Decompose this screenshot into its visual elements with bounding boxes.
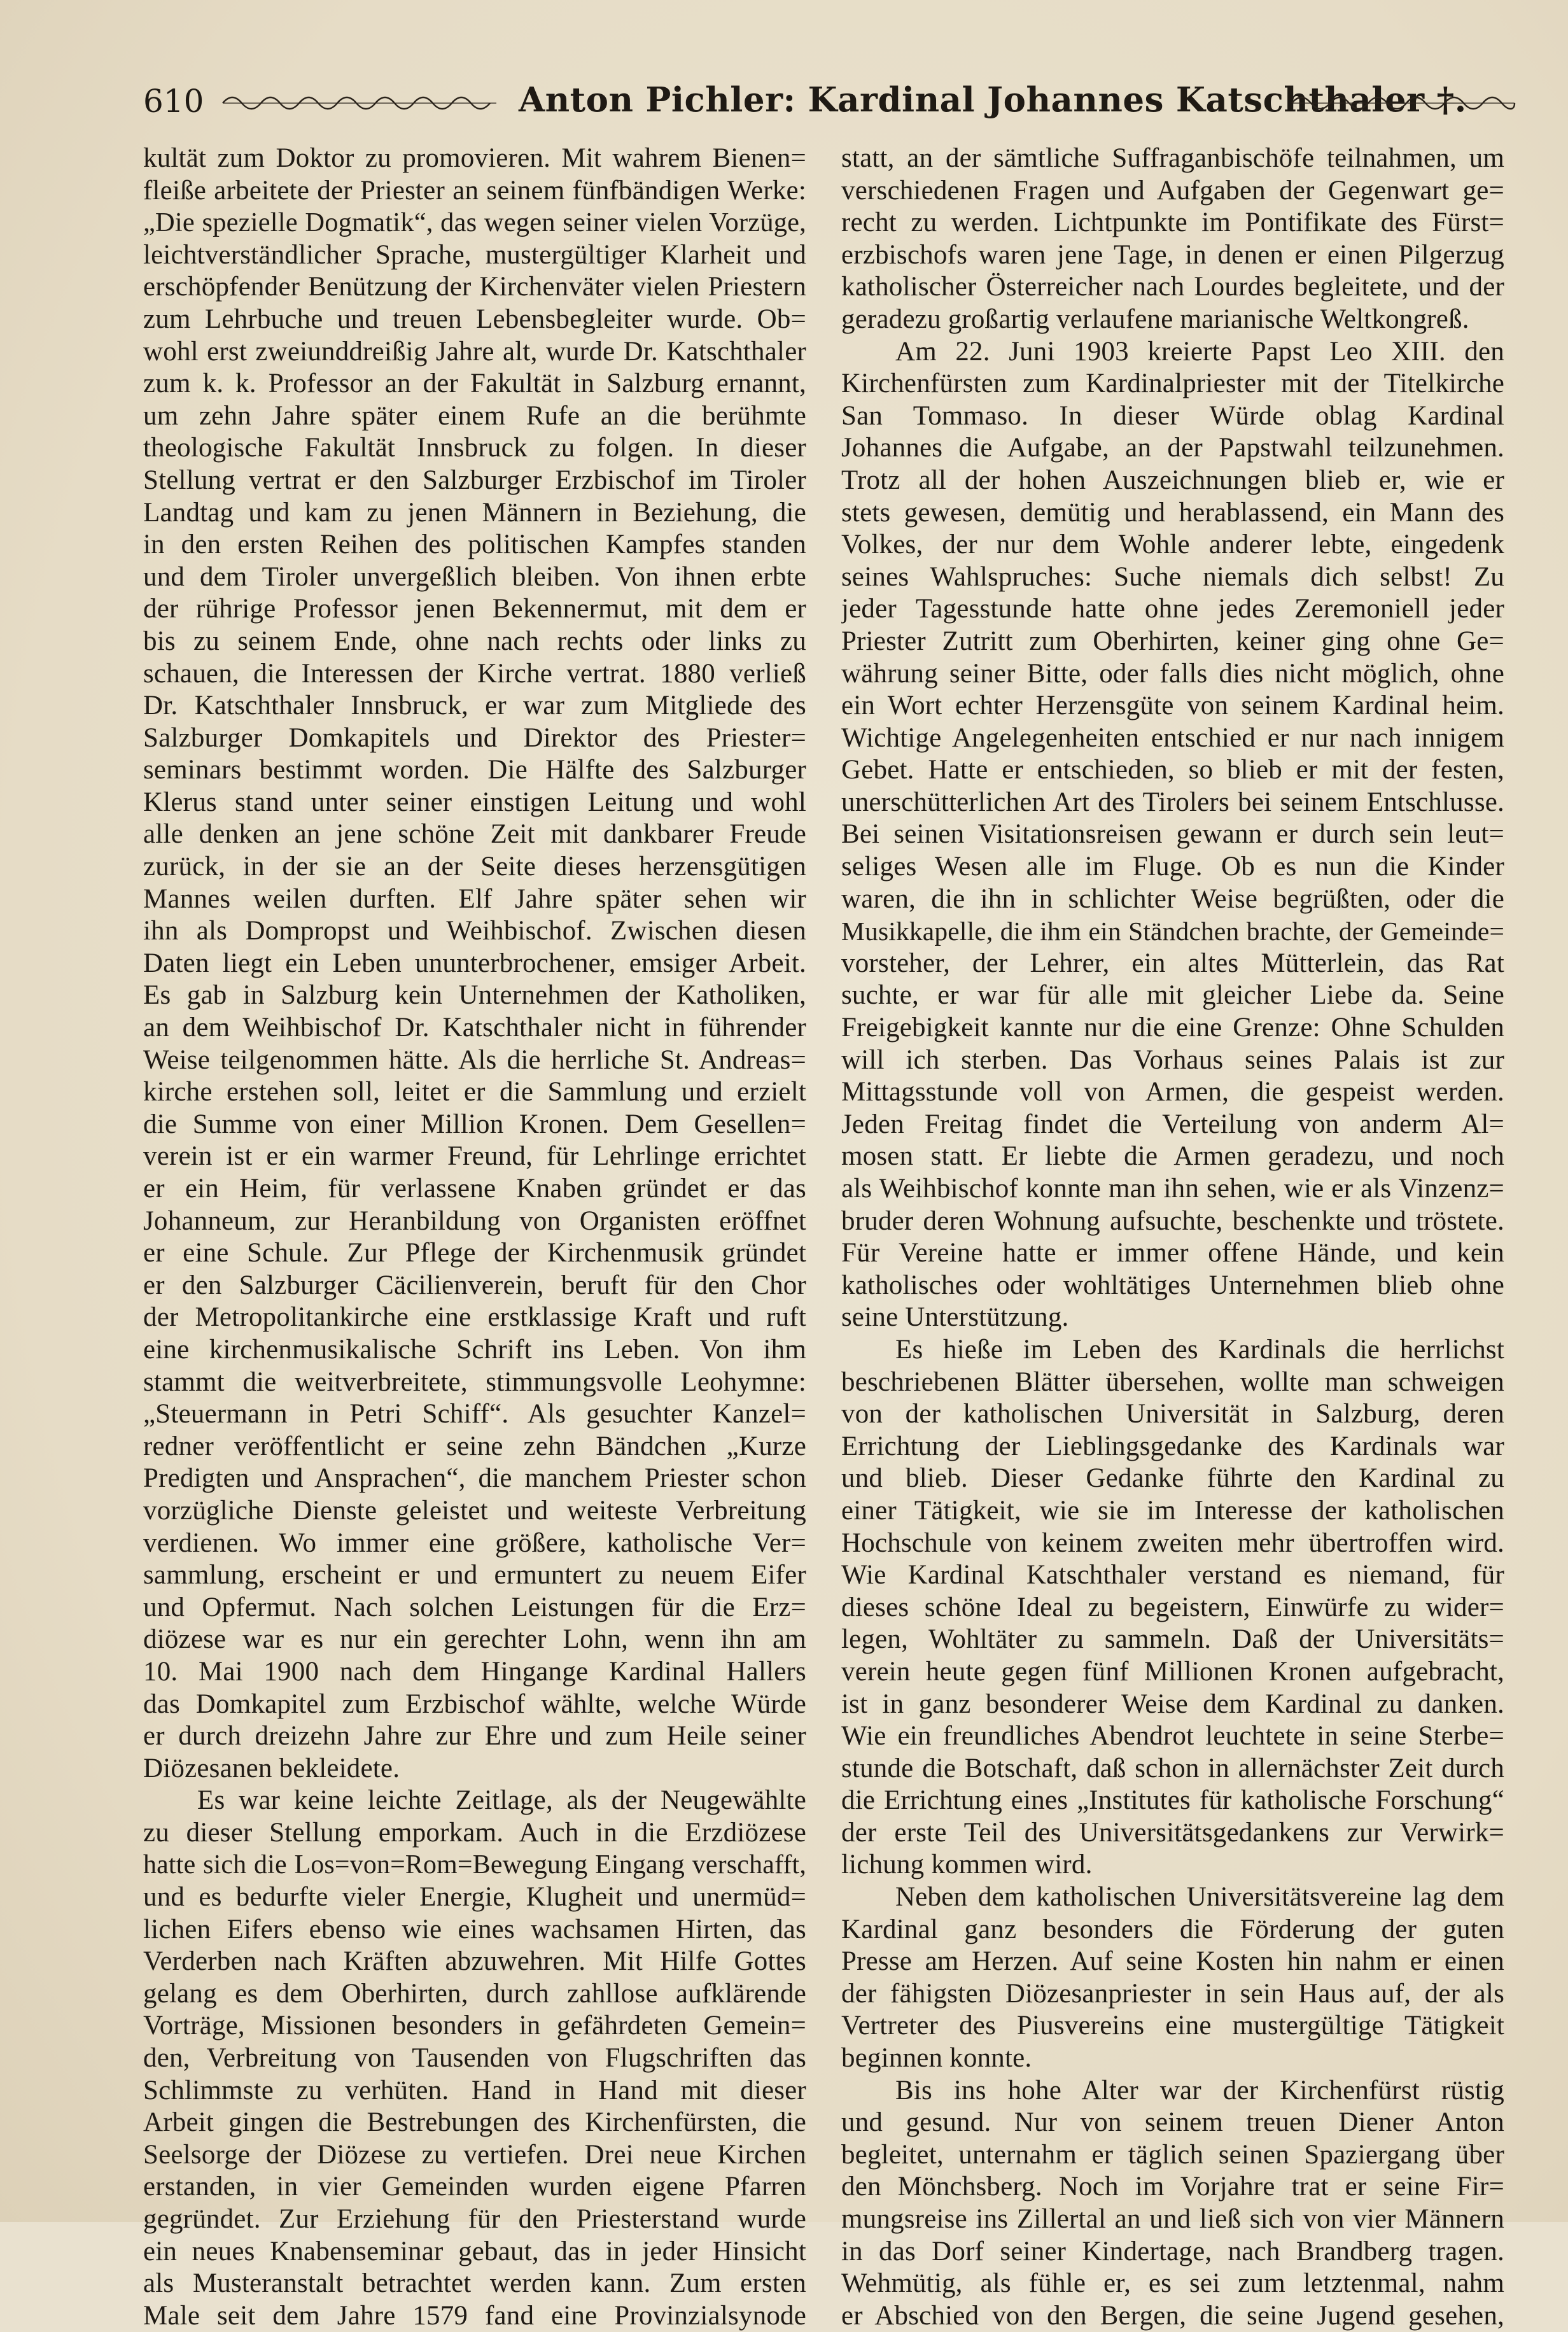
text-line: bruder deren Wohnung aufsuchte, beschenkte und tröstete.: [841, 1205, 1504, 1236]
page-header: [143, 75, 1524, 126]
text-line: und blieb. Dieser Gedanke führte den Kardinal zu: [841, 1463, 1504, 1494]
text-line: die Summe von einer Million Kronen. Dem Gesellen=: [143, 1109, 806, 1139]
text-line: er Abschied von den Bergen, die seine Jugend gesehen,: [841, 2300, 1504, 2331]
text-line: sammlung, erscheint er und ermuntert zu neuem Eifer: [143, 1560, 806, 1591]
text-line: beschriebenen Blätter übersehen, wollte man schweigen: [841, 1366, 1504, 1397]
text-line: Mittagsstunde voll von Armen, die gespeist werden.: [841, 1077, 1504, 1107]
text-line: gegründet. Zur Erziehung für den Priesterstand wurde: [143, 2204, 806, 2234]
text-line: von der katholischen Universität in Salzburg, deren: [841, 1399, 1504, 1429]
text-line: mungsreise ins Zillertal an und ließ sich von vier Männern: [841, 2204, 1504, 2234]
text-line: seines Wahlspruches: Suche niemals dich selbst! Zu: [841, 561, 1504, 592]
text-line: ist in ganz besonderer Weise dem Kardinal zu danken.: [841, 1689, 1504, 1719]
text-line: und Opfermut. Nach solchen Leistungen für die Erz=: [143, 1592, 806, 1622]
text-line: verein heute gegen fünf Millionen Kronen aufgebracht,: [841, 1656, 1504, 1687]
text-line: recht zu werden. Lichtpunkte im Pontifikate des Fürst=: [841, 207, 1504, 238]
text-line: Vertreter des Piusvereins eine mustergültige Tätigkeit: [841, 2011, 1504, 2041]
text-line: währung seiner Bitte, oder falls dies nicht möglich, ohne: [841, 658, 1504, 689]
text-line: Stellung vertrat er den Salzburger Erzbischof im Tiroler: [143, 465, 806, 495]
text-line: Klerus stand unter seiner einstigen Leitung und wohl: [143, 787, 806, 817]
text-line: Neben dem katholischen Universitätsvereine lag dem: [895, 1882, 1504, 1913]
text-line: zu dieser Stellung emporkam. Auch in die Erzdiözese: [143, 1817, 806, 1848]
text-line: an dem Weihbischof Dr. Katschthaler nicht in führender: [143, 1013, 806, 1043]
text-line: vorsteher, der Lehrer, ein altes Mütterlein, das Rat: [841, 948, 1504, 978]
text-line: den Mönchsberg. Noch im Vorjahre trat er seine Fir=: [841, 2172, 1504, 2202]
text-line: legen, Wohltäter zu sammeln. Daß der Universitäts=: [841, 1624, 1504, 1655]
text-line: erschöpfender Benützung der Kirchenväter vielen Priestern: [143, 272, 806, 302]
text-line: der rührige Professor jenen Bekennermut, mit dem er: [143, 594, 806, 624]
text-line: beginnen konnte.: [841, 2043, 1032, 2074]
text-line: die Errichtung eines „Institutes für katholische Forschung“: [841, 1785, 1504, 1816]
text-line: er durch dreizehn Jahre zur Ehre und zum Heile seiner: [143, 1721, 806, 1752]
text-line: zum k. k. Professor an der Fakultät in Salzburg ernannt,: [143, 369, 806, 399]
text-line: „Die spezielle Dogmatik“, das wegen seiner vielen Vorzüge,: [143, 207, 806, 238]
text-line: redner veröffentlicht er seine zehn Bändchen „Kurze: [143, 1431, 806, 1461]
text-line: Predigten und Ansprachen“, die manchem Priester schon: [143, 1463, 806, 1494]
text-line: Wie Kardinal Katschthaler verstand es niemand, für: [841, 1560, 1504, 1591]
text-line: in das Dorf seiner Kindertage, nach Brandberg tragen.: [841, 2236, 1504, 2266]
text-line: er den Salzburger Cäcilienverein, beruft für den Chor: [143, 1270, 806, 1300]
text-line: Es war keine leichte Zeitlage, als der Neugewählte: [197, 1785, 806, 1816]
text-line: Trotz all der hohen Auszeichnungen blieb er, wie er: [841, 465, 1504, 495]
text-line: er ein Heim, für verlassene Knaben gründet er das: [143, 1174, 806, 1204]
text-line: stunde die Botschaft, daß schon in allernächster Zeit durch: [841, 1753, 1504, 1783]
text-line: verdienen. Wo immer eine größere, katholische Ver=: [143, 1528, 806, 1558]
text-line: Am 22. Juni 1903 kreierte Papst Leo XIII. den: [895, 336, 1504, 367]
text-line: seminars bestimmt worden. Die Hälfte des Salzburger: [143, 755, 806, 785]
text-line: erzbischofs waren jene Tage, in denen er einen Pilgerzug: [841, 239, 1504, 270]
text-line: um zehn Jahre später einem Rufe an die berühmte: [143, 400, 806, 431]
text-line: Wehmütig, als fühle er, es sei zum letztenmal, nahm: [841, 2268, 1504, 2299]
text-line: statt, an der sämtliche Suffraganbischöfe teilnahmen, um: [841, 143, 1504, 173]
text-line: begleitet, unternahm er täglich seinen Spaziergang über: [841, 2139, 1504, 2170]
text-line: ein neues Knabenseminar gebaut, das in jeder Hinsicht: [143, 2236, 806, 2266]
text-line: mosen statt. Er liebte die Armen geradezu, und noch: [841, 1141, 1504, 1172]
text-line: Dr. Katschthaler Innsbruck, er war zum Mitgliede des: [143, 691, 806, 721]
text-line: Daten liegt ein Leben ununterbrochener, emsiger Arbeit.: [143, 948, 806, 978]
text-line: Wichtige Angelegenheiten entschied er nur nach innigem: [841, 722, 1504, 753]
text-line: den, Verbreitung von Tausenden von Flugschriften das: [143, 2043, 806, 2074]
text-line: Gebet. Hatte er entschieden, so blieb er mit der festen,: [841, 755, 1504, 785]
text-line: Diözesanen bekleidete.: [143, 1753, 400, 1783]
text-line: Kirchenfürsten zum Kardinalpriester mit der Titelkirche: [841, 369, 1504, 399]
text-line: Male seit dem Jahre 1579 fand eine Provinzialsynode: [143, 2300, 806, 2331]
text-line: der erste Teil des Universitätsgedankens zur Verwirk=: [841, 1817, 1504, 1848]
text-line: gelang es dem Oberhirten, durch zahllose aufklärende: [143, 1978, 806, 2009]
text-line: der fähigsten Diözesanpriester in sein Haus auf, der als: [841, 1978, 1504, 2009]
page-number: 610: [143, 83, 204, 120]
text-line: erstanden, in vier Gemeinden wurden eigene Pfarren: [143, 2172, 806, 2202]
text-line: lichung kommen wird.: [841, 1850, 1093, 1880]
text-line: Seelsorge der Diözese zu vertiefen. Drei neue Kirchen: [143, 2139, 806, 2170]
text-line: 10. Mai 1900 nach dem Hingange Kardinal Hallers: [143, 1656, 806, 1687]
text-line: zurück, in der sie an der Seite dieses herzensgütigen: [143, 852, 806, 882]
text-line: Hochschule von keinem zweiten mehr übertroffen wird.: [841, 1528, 1504, 1558]
text-line: und gesund. Nur von seinem treuen Diener Anton: [841, 2107, 1504, 2138]
text-line: und es bedurfte vieler Energie, Klugheit und unermüd=: [143, 1882, 806, 1913]
text-line: eine kirchenmusikalische Schrift ins Leben. Von ihm: [143, 1334, 806, 1365]
text-line: Landtag und kam zu jenen Männern in Beziehung, die: [143, 497, 806, 528]
text-line: Bei seinen Visitationsreisen gewann er durch sein leut=: [841, 819, 1504, 850]
text-line: Weise teilgenommen hätte. Als die herrliche St. Andreas=: [143, 1044, 806, 1075]
text-line: als Weihbischof konnte man ihn sehen, wie er als Vinzenz=: [841, 1174, 1504, 1204]
text-line: vorzügliche Dienste geleistet und weiteste Verbreitung: [143, 1495, 806, 1526]
text-line: Mannes weilen durften. Elf Jahre später sehen wir: [143, 883, 806, 914]
text-line: verschiedenen Fragen und Aufgaben der Gegenwart ge=: [841, 175, 1504, 206]
text-line: als Musteranstalt betrachtet werden kann. Zum ersten: [143, 2268, 806, 2299]
text-line: Schlimmste zu verhüten. Hand in Hand mit dieser: [143, 2075, 806, 2105]
text-line: er eine Schule. Zur Pflege der Kirchenmusik gründet: [143, 1238, 806, 1268]
text-line: Bis ins hohe Alter war der Kirchenfürst rüstig: [895, 2075, 1504, 2105]
text-line: suchte, er war für alle mit gleicher Liebe da. Seine: [841, 980, 1504, 1011]
text-line: „Steuermann in Petri Schiff“. Als gesuchter Kanzel=: [143, 1399, 806, 1429]
text-line: Johanneum, zur Heranbildung von Organisten eröffnet: [143, 1205, 806, 1236]
text-line: in den ersten Reihen des politischen Kampfes standen: [143, 530, 806, 560]
text-line: Errichtung der Lieblingsgedanke des Kardinals war: [841, 1431, 1504, 1461]
text-line: fleiße arbeitete der Priester an seinem fünfbändigen Werke:: [143, 175, 806, 206]
text-line: Jeden Freitag findet die Verteilung von anderm Al=: [841, 1109, 1504, 1139]
right-text-column: [841, 143, 1504, 2332]
text-line: will ich sterben. Das Vorhaus seines Palais ist zur: [841, 1044, 1504, 1075]
left-text-column: [143, 143, 806, 2332]
text-line: der Metropolitankirche eine erstklassige Kraft und ruft: [143, 1302, 806, 1333]
text-line: Arbeit gingen die Bestrebungen des Kirchenfürsten, die: [143, 2107, 806, 2138]
text-line: seine Unterstützung.: [841, 1302, 1069, 1333]
text-line: kultät zum Doktor zu promovieren. Mit wahrem Bienen=: [143, 143, 806, 173]
text-line: katholisches oder wohltätiges Unternehmen blieb ohne: [841, 1270, 1504, 1300]
text-line: verein ist er ein warmer Freund, für Lehrlinge errichtet: [143, 1141, 806, 1172]
text-line: Priester Zutritt zum Oberhirten, keiner ging ohne Ge=: [841, 626, 1504, 656]
text-line: hatte sich die Los=von=Rom=Bewegung Eingang verschafft,: [143, 1850, 806, 1880]
text-line: Kardinal ganz besonders die Förderung der guten: [841, 1914, 1504, 1944]
text-line: Johannes die Aufgabe, an der Papstwahl teilzunehmen.: [841, 433, 1504, 463]
text-line: schauen, die Interessen der Kirche vertrat. 1880 verließ: [143, 658, 806, 689]
ornament-left-icon: [220, 94, 500, 112]
text-line: seliges Wesen alle im Fluge. Ob es nun die Kinder: [841, 852, 1504, 882]
text-line: und dem Tiroler unvergeßlich bleiben. Von ihnen erbte: [143, 561, 806, 592]
text-line: Vorträge, Missionen besonders in gefährdeten Gemein=: [143, 2011, 806, 2041]
text-line: kirche erstehen soll, leitet er die Sammlung und erzielt: [143, 1077, 806, 1107]
text-line: Es gab in Salzburg kein Unternehmen der Katholiken,: [143, 980, 806, 1011]
text-line: San Tommaso. In dieser Würde oblag Kardinal: [841, 400, 1504, 431]
text-line: Für Vereine hatte er immer offene Hände, und kein: [841, 1238, 1504, 1268]
text-line: Presse am Herzen. Auf seine Kosten hin nahm er einen: [841, 1946, 1504, 1977]
text-line: waren, die ihn in schlichter Weise begrüßten, oder die: [841, 883, 1504, 914]
text-line: katholischer Österreicher nach Lourdes begleitete, und der: [841, 272, 1504, 302]
text-line: lichen Eifers ebenso wie eines wachsamen Hirten, das: [143, 1914, 806, 1944]
text-line: ihn als Dompropst und Weihbischof. Zwischen diesen: [143, 916, 806, 946]
running-title: Anton Pichler: Kardinal Johannes Katschthaler †.: [519, 80, 1467, 120]
text-line: zum Lehrbuche und treuen Lebensbegleiter wurde. Ob=: [143, 304, 806, 334]
text-line: einer Tätigkeit, wie sie im Interesse der katholischen: [841, 1495, 1504, 1526]
text-line: Musikkapelle, die ihm ein Ständchen brachte, der Gemeinde=: [841, 917, 1504, 946]
text-line: stammt die weitverbreitete, stimmungsvolle Leohymne:: [143, 1366, 806, 1397]
text-line: dieses schöne Ideal zu begeistern, Einwürfe zu wider=: [841, 1592, 1504, 1622]
text-line: ein Wort echter Herzensgüte von seinem Kardinal heim.: [841, 691, 1504, 721]
text-line: Salzburger Domkapitels und Direktor des Priester=: [143, 722, 806, 753]
text-line: Freigebigkeit kannte nur die eine Grenze: Ohne Schulden: [841, 1013, 1504, 1043]
text-line: theologische Fakultät Innsbruck zu folgen. In dieser: [143, 433, 806, 463]
text-line: Wie ein freundliches Abendrot leuchtete in seine Sterbe=: [841, 1721, 1504, 1752]
ornament-right-icon: [1289, 94, 1518, 112]
text-line: stets gewesen, demütig und herablassend, ein Mann des: [841, 497, 1504, 528]
text-line: das Domkapitel zum Erzbischof wählte, welche Würde: [143, 1689, 806, 1719]
text-line: leichtverständlicher Sprache, mustergültiger Klarheit und: [143, 239, 806, 270]
text-line: unerschütterlichen Art des Tirolers bei seinem Entschlusse.: [841, 787, 1504, 817]
text-line: Volkes, der nur dem Wohle anderer lebte, eingedenk: [841, 530, 1504, 560]
text-line: alle denken an jene schöne Zeit mit dankbarer Freude: [143, 819, 806, 850]
text-line: geradezu großartig verlaufene marianische Weltkongreß.: [841, 304, 1469, 334]
text-line: bis zu seinem Ende, ohne nach rechts oder links zu: [143, 626, 806, 656]
text-line: Verderben nach Kräften abzuwehren. Mit Hilfe Gottes: [143, 1946, 806, 1977]
text-line: diözese war es nur ein gerechter Lohn, wenn ihn am: [143, 1624, 806, 1655]
text-line: Es hieße im Leben des Kardinals die herrlichst: [895, 1334, 1504, 1365]
text-line: wohl erst zweiunddreißig Jahre alt, wurde Dr. Katschthaler: [143, 336, 806, 367]
text-line: jeder Tagesstunde hatte ohne jedes Zeremoniell jeder: [841, 594, 1504, 624]
